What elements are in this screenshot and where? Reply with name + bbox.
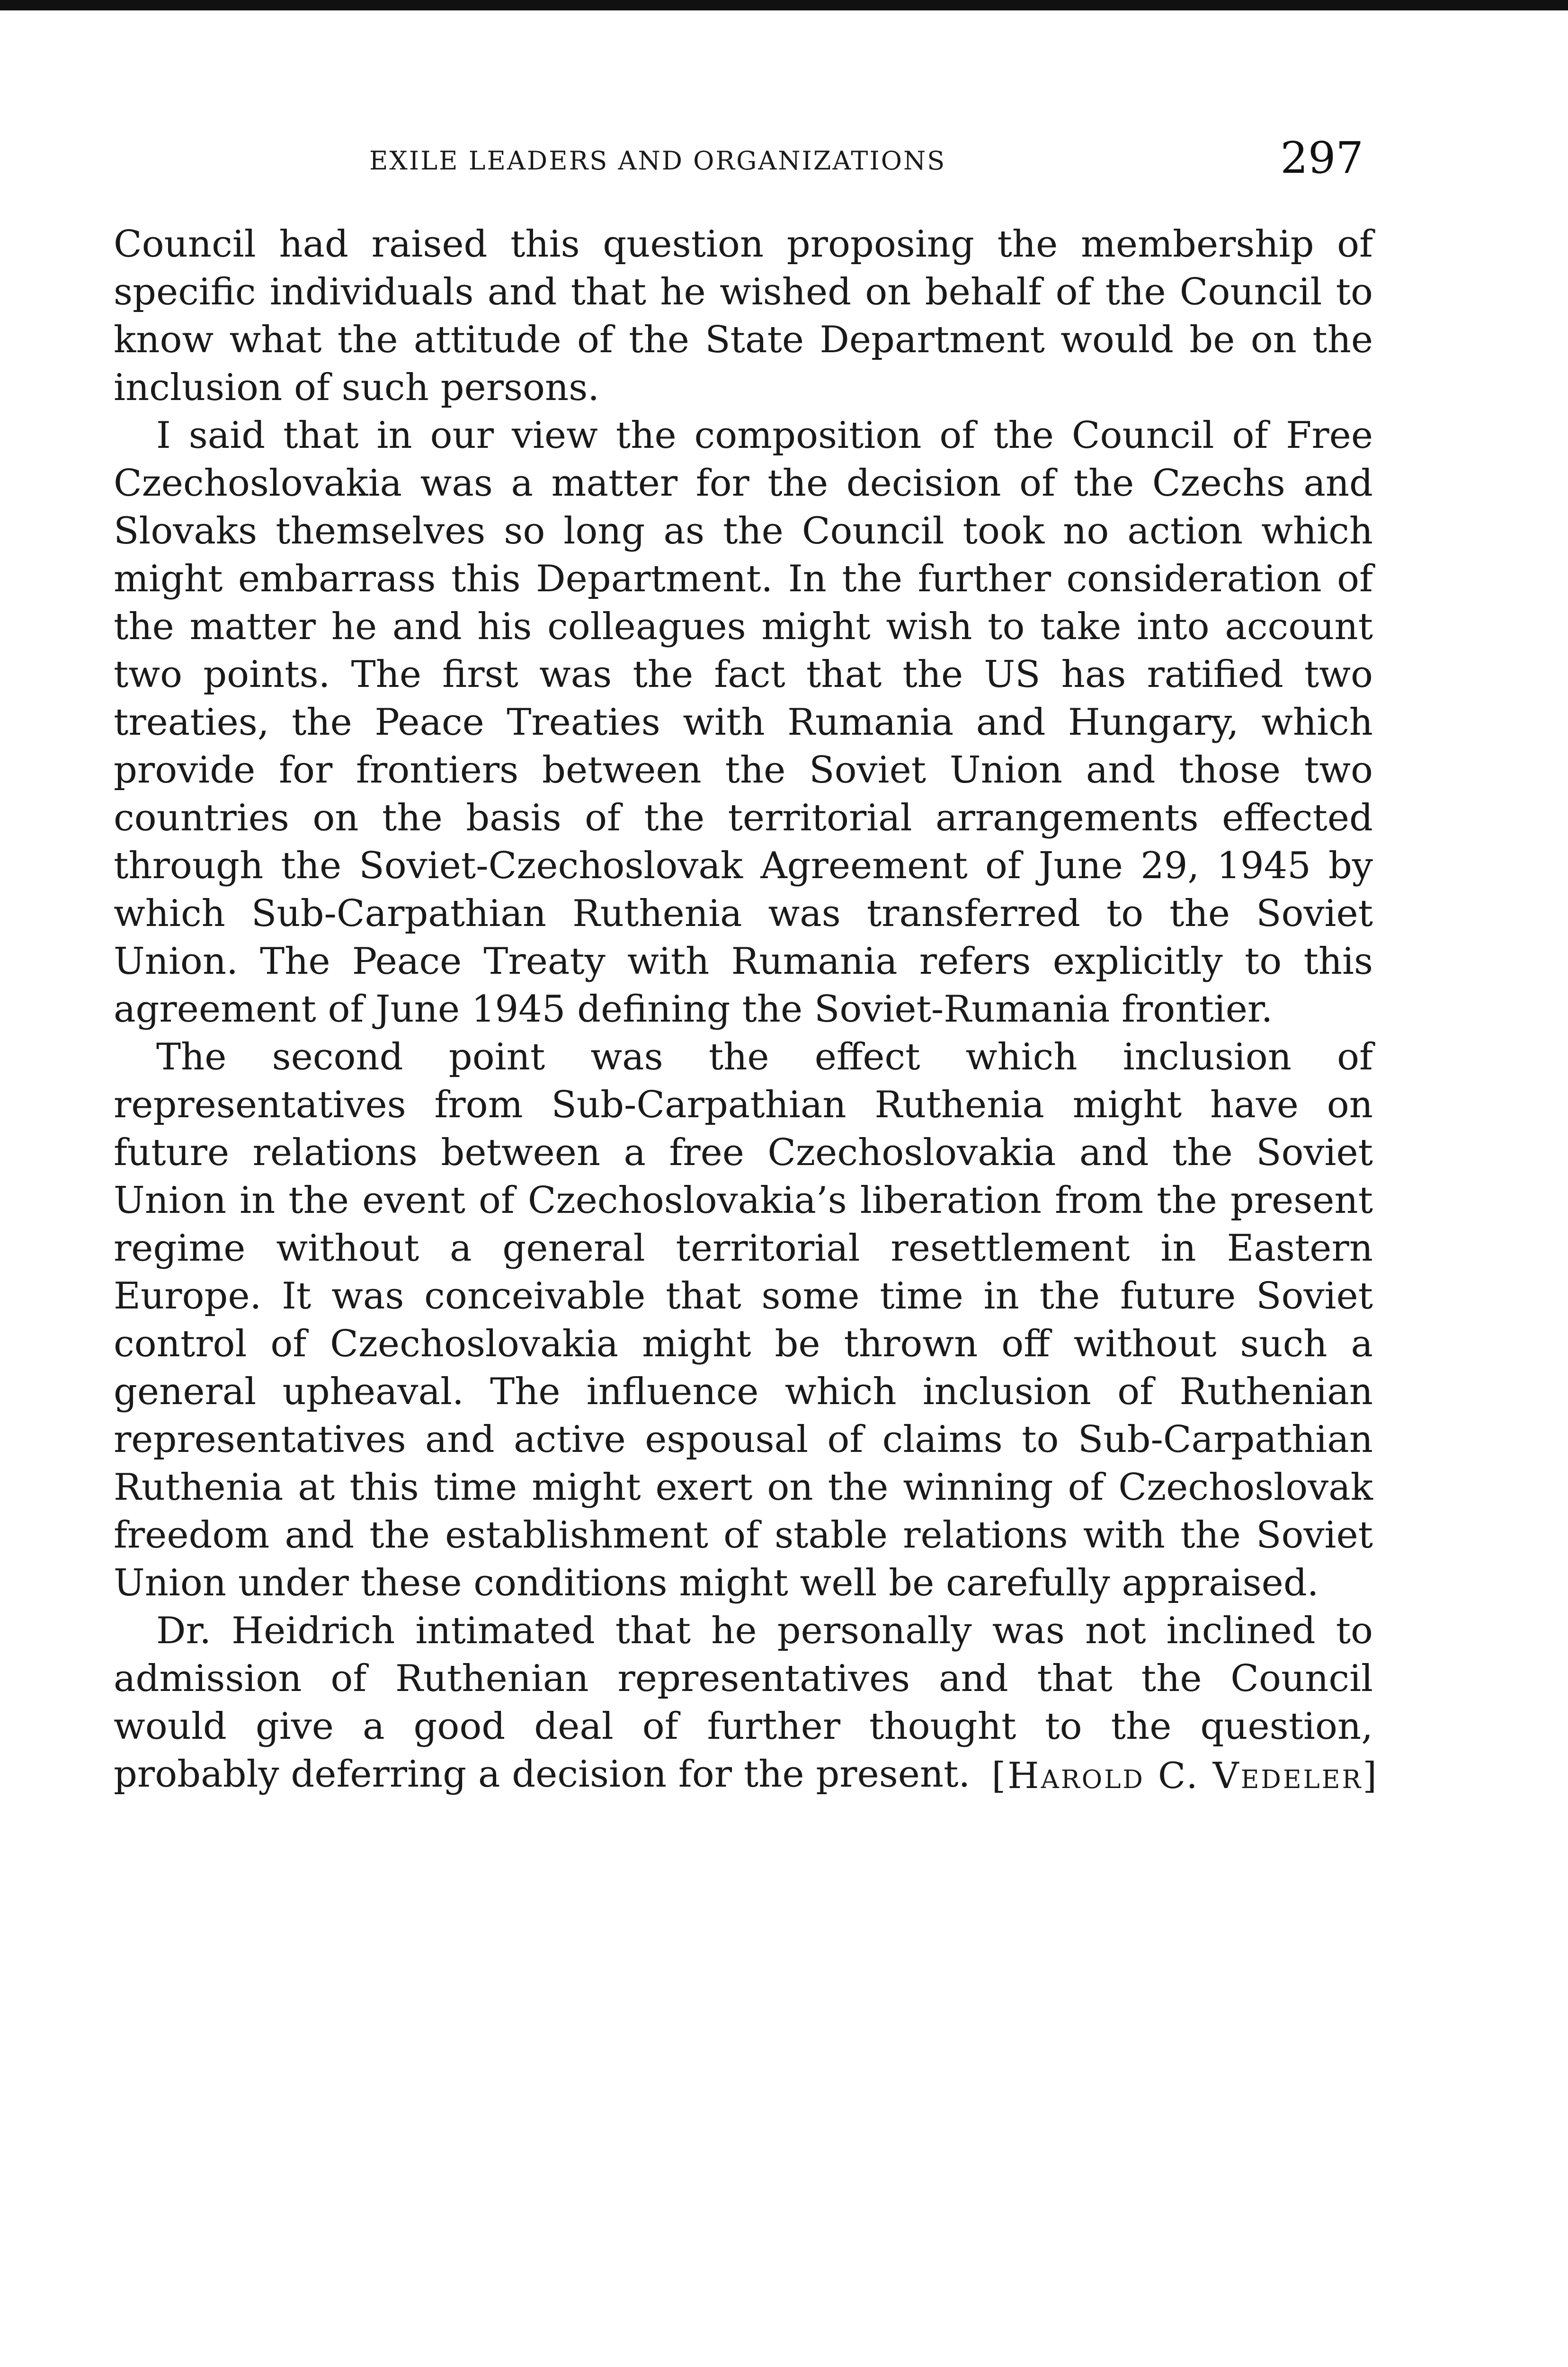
paragraph: Dr. Heidrich intimated that he personally was not inclined to admission of Ruthenian representatives and that the Council would give a good deal of further thought to the question, probably deferring a decision for the present. — [114, 1610, 1373, 1796]
paragraph: The second point was the effect which inclusion of representatives from Sub-Carpathian Ruthenia might have on future relations between a free Czechoslovakia and the Soviet Union in the event of Czechoslovakia’s liberation from the present regime without a general territorial resettlement in Eastern Europe. It was conceivable that some time in the future Soviet control of Czechoslovakia might be thrown off without such a general upheaval. The influence which inclusion of Ruthenian representatives and active espousal of claims to Sub-Carpathian Ruthenia at this time might exert on the winning of Czechoslovak freedom and the establishment of stable relations with the Soviet Union under these conditions might well be carefully appraised. — [114, 1036, 1373, 1604]
page-number: 297 — [1280, 133, 1363, 183]
signature: [Harold C. Vedeler] — [991, 1754, 1379, 1797]
paragraph: I said that in our view the composition of the Council of Free Czechoslovakia was a matter for the decision of the Czechs and Slovaks themselves so long as the Council took no action which might embarrass this Department. In the further consideration of the matter he and his colleagues might wish to take into account two points. The first was the fact that the US has ratified two treaties, the Peace Treaties with Rumania and Hungary, which provide for frontiers between the Soviet Union and those two countries on the basis of the territorial arrangements effected through the Soviet-Czechoslovak Agreement of June 29, 1945 by which Sub-Carpathian Ruthenia was transferred to the Soviet Union. The Peace Treaty with Rumania refers explicitly to this agreement of June 1945 defining the Soviet-Rumania frontier. — [114, 414, 1373, 1031]
running-head: EXILE LEADERS AND ORGANIZATIONS — [369, 146, 946, 176]
body-text — [114, 221, 1373, 1798]
paragraph-continued: Council had raised this question proposing the membership of specific individuals and that he wished on behalf of the Council to know what the attitude of the State Department would be on the inclusion of such persons. — [114, 223, 1373, 409]
page-header — [114, 127, 1363, 184]
top-edge-rule — [0, 0, 1568, 10]
